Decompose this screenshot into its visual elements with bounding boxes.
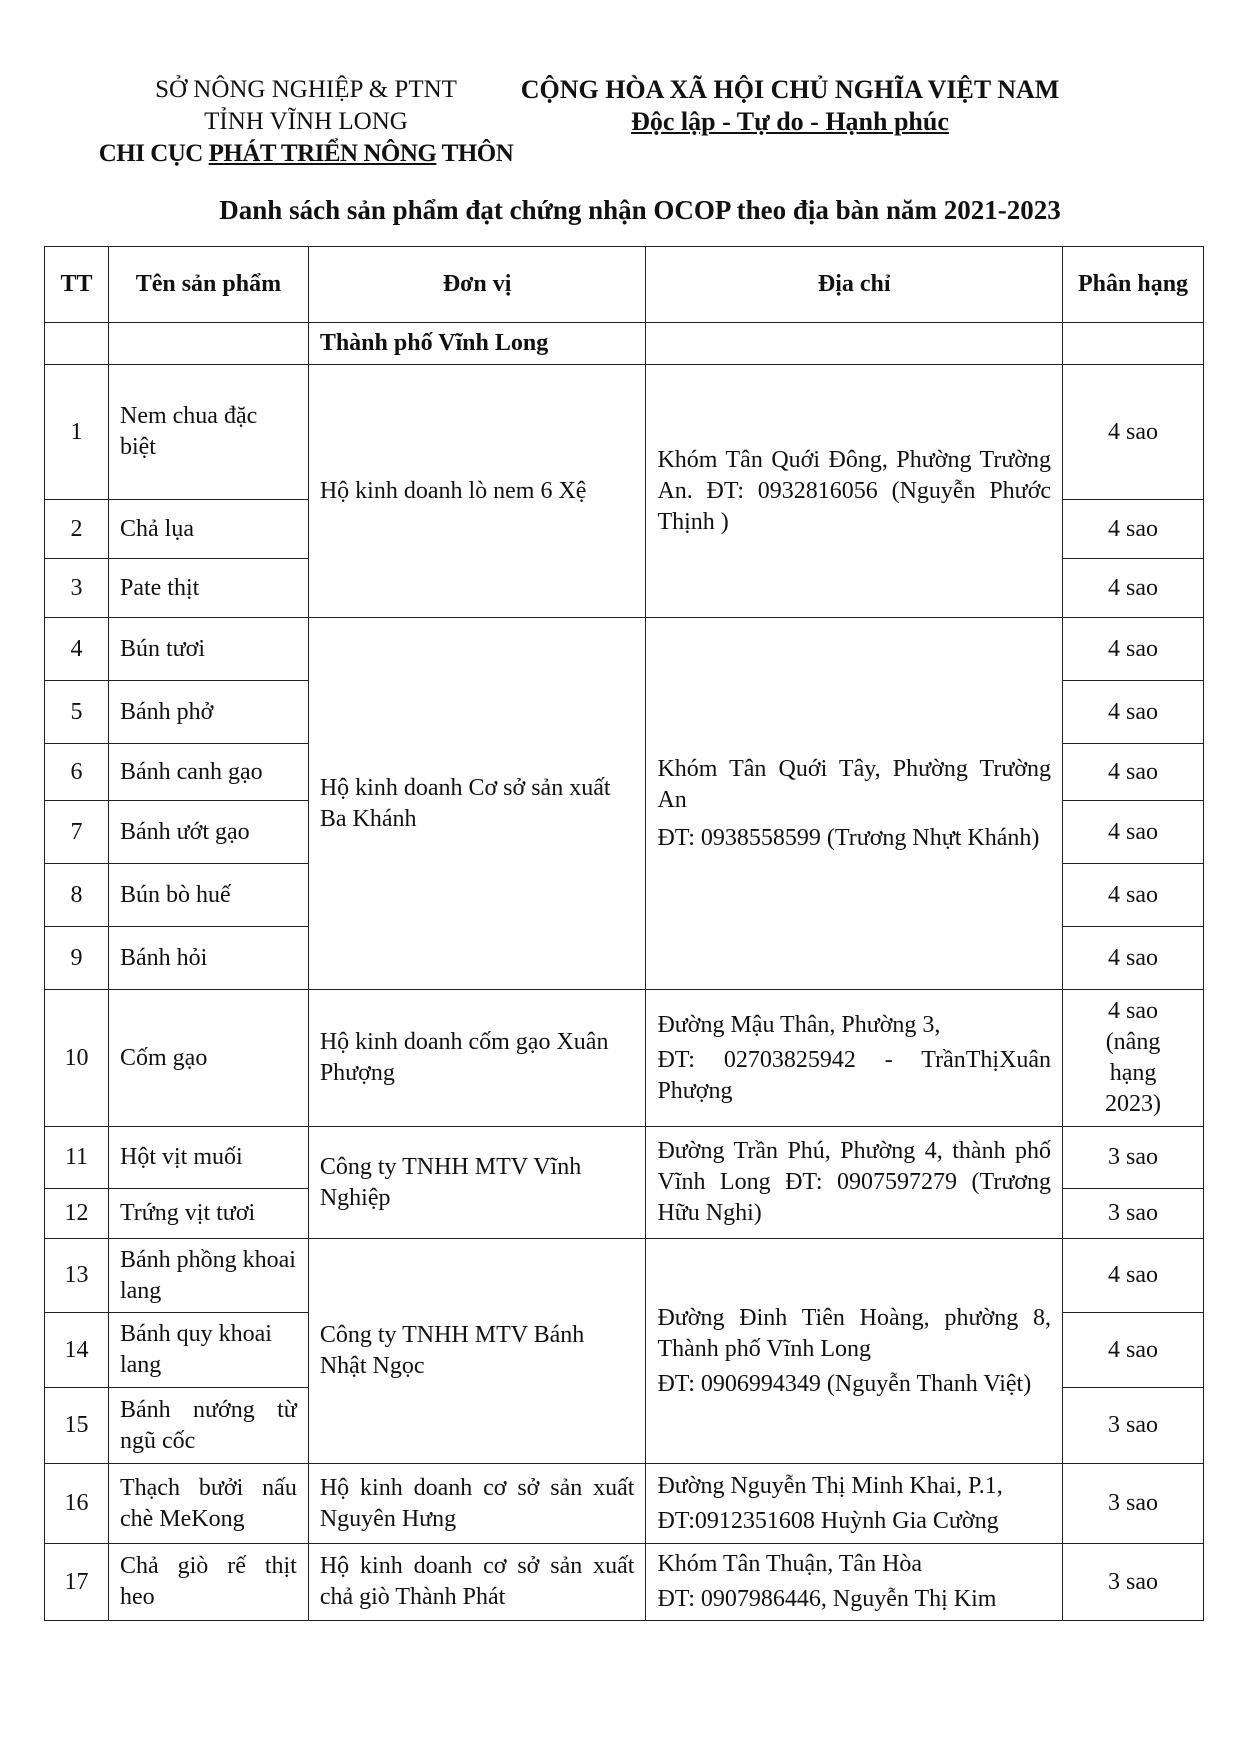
row-tt: 3 bbox=[45, 559, 109, 618]
unit-address bbox=[646, 990, 1063, 1127]
unit-address bbox=[646, 365, 1063, 618]
product-name: Pate thịt bbox=[108, 559, 308, 618]
unit-name: Hộ kinh doanh lò nem 6 Xệ bbox=[308, 365, 646, 618]
product-name: Bánh canh gạo bbox=[108, 744, 308, 801]
agency-line-3 bbox=[96, 138, 516, 170]
address-line: ĐT: 0906994349 (Nguyễn Thanh Việt) bbox=[657, 1370, 1032, 1397]
product-rank: 4 sao bbox=[1063, 1313, 1204, 1388]
product-rank: 4 sao bbox=[1063, 500, 1204, 559]
row-tt: 2 bbox=[45, 500, 109, 559]
header-rank: Phân hạng bbox=[1063, 247, 1204, 323]
agency-line-3-prefix: CHI CỤC bbox=[98, 140, 209, 167]
address-line: Đường Nguyễn Thị Minh Khai, P.1, bbox=[657, 1472, 1003, 1499]
table-row bbox=[45, 618, 1204, 681]
product-rank: 4 sao bbox=[1063, 744, 1204, 801]
unit-address bbox=[646, 618, 1063, 990]
row-tt: 10 bbox=[45, 990, 109, 1127]
empty-cell bbox=[646, 323, 1063, 365]
product-rank: 4 sao bbox=[1063, 681, 1204, 744]
unit-name: Hộ kinh doanh cơ sở sản xuất Nguyên Hưng bbox=[308, 1464, 646, 1544]
product-rank: 3 sao bbox=[1063, 1544, 1204, 1621]
address-line: Khóm Tân Quới Tây, Phường Trường An bbox=[657, 755, 1052, 813]
product-rank: 4 sao bbox=[1063, 559, 1204, 618]
national-header bbox=[520, 74, 1060, 138]
row-tt: 6 bbox=[45, 744, 109, 801]
table-row bbox=[45, 1239, 1204, 1313]
address-line: Khóm Tân Quới Đông, Phường Trường An. ĐT: 0932816056 (Nguyễn Phước Thịnh ) bbox=[657, 446, 1052, 535]
product-rank: 4 sao bbox=[1063, 801, 1204, 864]
empty-cell bbox=[45, 323, 109, 365]
agency-line-3-underlined: PHÁT TRIỂN NÔNG bbox=[208, 140, 437, 167]
address-line: ĐT: 02703825942 - TrầnThịXuân Phượng bbox=[657, 1046, 1052, 1104]
unit-name: Công ty TNHH MTV Bánh Nhật Ngọc bbox=[308, 1239, 646, 1464]
address-line: Đường Đinh Tiên Hoàng, phường 8, Thành phố Vĩnh Long bbox=[657, 1304, 1052, 1362]
national-motto: Độc lập - Tự do - Hạnh phúc bbox=[631, 107, 949, 136]
row-tt: 13 bbox=[45, 1239, 109, 1313]
unit-name: Hộ kinh doanh cơ sở sản xuất chả giò Thành Phát bbox=[308, 1544, 646, 1621]
table-header-row bbox=[45, 247, 1204, 323]
agency-line-3-suffix: THÔN bbox=[436, 140, 514, 167]
address-line: ĐT: 0907986446, Nguyễn Thị Kim bbox=[657, 1586, 997, 1612]
header-tt: TT bbox=[45, 247, 109, 323]
row-tt: 17 bbox=[45, 1544, 109, 1621]
product-name: Bánh phở bbox=[108, 681, 308, 744]
product-name: Chả lụa bbox=[108, 500, 308, 559]
product-name: Bánh quy khoai lang bbox=[108, 1313, 308, 1388]
row-tt: 16 bbox=[45, 1464, 109, 1544]
row-tt: 9 bbox=[45, 927, 109, 990]
product-rank: 4 sao bbox=[1063, 1239, 1204, 1313]
product-rank: 4 sao (nâng hạng 2023) bbox=[1063, 990, 1204, 1127]
product-name: Bánh hỏi bbox=[108, 927, 308, 990]
product-rank: 4 sao bbox=[1063, 618, 1204, 681]
row-tt: 15 bbox=[45, 1388, 109, 1464]
unit-address bbox=[646, 1127, 1063, 1239]
unit-name: Hộ kinh doanh cốm gạo Xuân Phượng bbox=[308, 990, 646, 1127]
header-product-name: Tên sản phẩm bbox=[108, 247, 308, 323]
address-line: Đường Mậu Thân, Phường 3, bbox=[657, 1011, 941, 1038]
product-name: Bánh ướt gạo bbox=[108, 801, 308, 864]
issuing-agency bbox=[96, 74, 516, 170]
product-name: Chả giò rế thịt heo bbox=[108, 1544, 308, 1621]
product-name: Bánh phồng khoai lang bbox=[108, 1239, 308, 1313]
product-rank: 4 sao bbox=[1063, 864, 1204, 927]
row-tt: 12 bbox=[45, 1189, 109, 1239]
product-rank: 3 sao bbox=[1063, 1189, 1204, 1239]
product-name: Hột vịt muối bbox=[108, 1127, 308, 1189]
table-row bbox=[45, 1544, 1204, 1621]
empty-cell bbox=[108, 323, 308, 365]
product-name: Bún bò huế bbox=[108, 864, 308, 927]
address-line: ĐT:0912351608 Huỳnh Gia Cường bbox=[657, 1507, 999, 1534]
product-name: Bánh nướng từ ngũ cốc bbox=[108, 1388, 308, 1464]
agency-line-2: TỈNH VĨNH LONG bbox=[204, 108, 408, 135]
country-name: CỘNG HÒA XÃ HỘI CHỦ NGHĨA VIỆT NAM bbox=[520, 75, 1060, 104]
product-rank: 4 sao bbox=[1063, 365, 1204, 500]
row-tt: 5 bbox=[45, 681, 109, 744]
header-address: Địa chỉ bbox=[646, 247, 1063, 323]
product-rank: 3 sao bbox=[1063, 1388, 1204, 1464]
unit-address bbox=[646, 1544, 1063, 1621]
product-name: Cốm gạo bbox=[108, 990, 308, 1127]
empty-cell bbox=[1063, 323, 1204, 365]
product-rank: 3 sao bbox=[1063, 1127, 1204, 1189]
address-line: ĐT: 0938558599 (Trương Nhựt Khánh) bbox=[657, 824, 1040, 851]
product-rank: 3 sao bbox=[1063, 1464, 1204, 1544]
unit-address bbox=[646, 1464, 1063, 1544]
row-tt: 8 bbox=[45, 864, 109, 927]
product-name: Trứng vịt tươi bbox=[108, 1189, 308, 1239]
address-line: Đường Trần Phú, Phường 4, thành phố Vĩnh Long ĐT: 0907597279 (Trương Hữu Nghi) bbox=[657, 1138, 1052, 1226]
table-row bbox=[45, 990, 1204, 1127]
row-tt: 1 bbox=[45, 365, 109, 500]
product-name: Thạch bưởi nấu chè MeKong bbox=[108, 1464, 308, 1544]
unit-address bbox=[646, 1239, 1063, 1464]
product-name: Bún tươi bbox=[108, 618, 308, 681]
address-line: Khóm Tân Thuận, Tân Hòa bbox=[657, 1551, 923, 1577]
row-tt: 14 bbox=[45, 1313, 109, 1388]
unit-name: Công ty TNHH MTV Vĩnh Nghiệp bbox=[308, 1127, 646, 1239]
table-row bbox=[45, 365, 1204, 500]
row-tt: 7 bbox=[45, 801, 109, 864]
unit-name: Hộ kinh doanh Cơ sở sản xuất Ba Khánh bbox=[308, 618, 646, 990]
product-rank: 4 sao bbox=[1063, 927, 1204, 990]
district-name: Thành phố Vĩnh Long bbox=[308, 323, 646, 365]
table-row bbox=[45, 1127, 1204, 1189]
document-title: Danh sách sản phẩm đạt chứng nhận OCOP theo địa bàn năm 2021-2023 bbox=[219, 195, 1061, 225]
row-tt: 4 bbox=[45, 618, 109, 681]
table-row bbox=[45, 1464, 1204, 1544]
district-row bbox=[45, 323, 1204, 365]
row-tt: 11 bbox=[45, 1127, 109, 1189]
ocop-products-table bbox=[44, 246, 1204, 1621]
product-name: Nem chua đặc biệt bbox=[108, 365, 308, 500]
header-unit: Đơn vị bbox=[308, 247, 646, 323]
agency-line-1: SỞ NÔNG NGHIỆP & PTNT bbox=[155, 76, 457, 103]
